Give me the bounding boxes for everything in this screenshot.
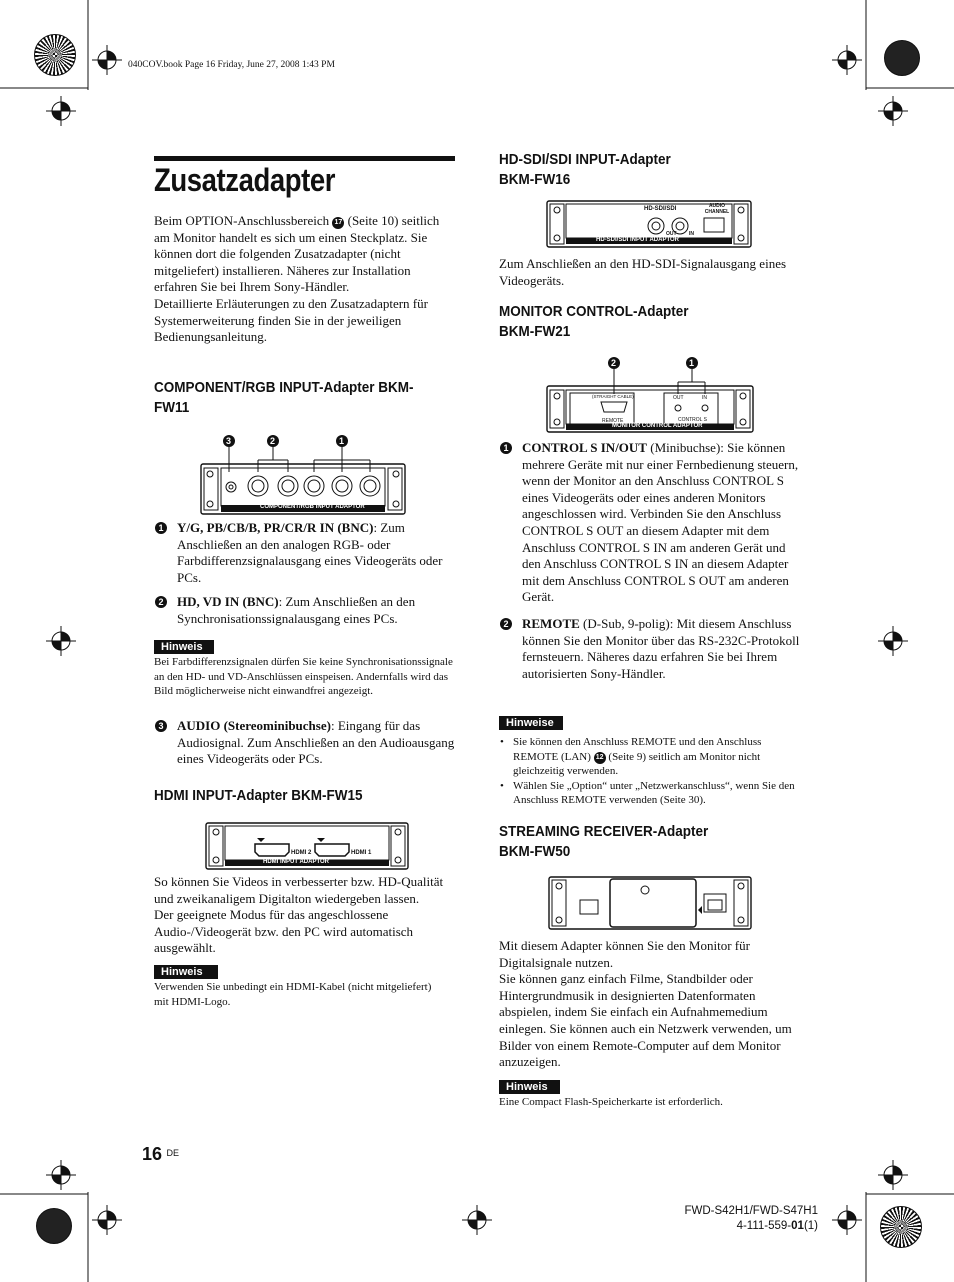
part-code <box>600 1219 818 1234</box>
streaming-text <box>499 938 799 1071</box>
heading-line: COMPONENT/RGB INPUT-Adapter BKM- <box>154 379 414 396</box>
note-badge: Hinweise <box>499 716 563 730</box>
paragraph: Mit diesem Adapter können Sie den Monitor für Digitalsignale nutzen. <box>499 938 750 970</box>
hdmi-heading: HDMI INPUT-Adapter BKM-FW15 <box>154 787 363 804</box>
list-item <box>500 779 796 808</box>
heading-line: MONITOR CONTROL-Adapter <box>499 303 689 320</box>
item-lead: AUDIO (Stereominibuchse) <box>177 718 331 733</box>
list-item <box>500 735 796 779</box>
note-text: Wählen Sie „Option“ unter „Netzwerkanschluss“, wenn Sie den Anschluss REMOTE verwenden (Seite 30). <box>513 779 795 807</box>
component-note-text: Bei Farbdifferenzsignalen dürfen Sie keine Synchronisationssignale an den HD- und VD-Anschlüssen einspeisen. Andernfalls wird das Bild möglicherweise nicht einwandfrei angezeigt. <box>154 656 453 698</box>
starburst-mark <box>36 1208 72 1244</box>
hdsdi-panel-figure <box>546 200 752 248</box>
port-in-label: IN <box>689 231 694 237</box>
badge-2-icon: 2 <box>155 596 167 608</box>
heading-line: BKM-FW16 <box>499 171 571 188</box>
hdsdi-heading <box>499 150 671 190</box>
monitor-item-2 <box>500 616 802 682</box>
page-number-value: 16 <box>142 1144 163 1164</box>
starburst-mark <box>34 34 76 76</box>
streaming-heading <box>499 822 708 862</box>
item-lead: CONTROL S IN/OUT <box>522 440 647 455</box>
code-suffix: (1) <box>803 1220 818 1232</box>
remote-cable-label: (STRAIGHT CABLE) <box>592 394 634 399</box>
model-name: FWD-S42H1/FWD-S47H1 <box>684 1205 818 1217</box>
intro-line: Detaillierte Erläuterungen zu den Zusatzadaptern für Systemerweiterung finden Sie in der jeweiligen Bedienungsanleitung. <box>154 295 428 345</box>
registration-mark <box>462 1205 492 1235</box>
note-badge: Hinweis <box>154 640 214 654</box>
svg-text:1: 1 <box>689 358 695 368</box>
badge-17-icon: 17 <box>332 217 344 229</box>
remote-label: REMOTE <box>602 418 624 424</box>
svg-text:2: 2 <box>611 358 617 368</box>
registration-mark <box>46 96 76 126</box>
note-badge: Hinweis <box>154 965 218 979</box>
component-item-3 <box>155 718 465 768</box>
item-lead: REMOTE <box>522 616 580 631</box>
registration-mark <box>92 45 122 75</box>
hdmi-note-text: Verwenden Sie unbedingt ein HDMI-Kabel (nicht mitgeliefert) mit HDMI-Logo. <box>154 981 432 1008</box>
note-badge: Hinweis <box>499 1080 560 1094</box>
starburst-mark <box>884 40 920 76</box>
svg-text:2: 2 <box>270 436 276 446</box>
port-out-label: OUT <box>666 231 677 237</box>
control-s-label: CONTROL S <box>678 417 707 423</box>
heading-line: BKM-FW50 <box>499 843 571 860</box>
monitor-heading <box>499 302 689 342</box>
item-text: : Zum Anschließen an den analogen RGB- oder Farbdifferenzsignalausgang eines Videogeräts oder PCs. <box>177 520 443 585</box>
heading-line: HD-SDI/SDI INPUT-Adapter <box>499 151 671 168</box>
component-item-2 <box>155 594 459 627</box>
page-number <box>142 1144 179 1165</box>
registration-mark <box>878 1160 908 1190</box>
monitor-item-1 <box>500 440 802 606</box>
code-prefix: 4-111-559- <box>736 1220 792 1232</box>
intro-text <box>154 213 456 346</box>
code-bold: 01 <box>791 1220 804 1232</box>
badge-2-icon: 2 <box>500 618 512 630</box>
streaming-note-label <box>499 1077 560 1095</box>
heading-line: BKM-FW21 <box>499 323 571 340</box>
item-text: (Minibuchse): Sie können mehrere Geräte mit nur einer Fernbedienung steuern, wenn der Monitor an den Anschluss CONTROL S eines Videogeräts oder eines anderen Monitors angeschlossen wird. Verbinden Sie den Anschluss CONTROL S OUT an diesem Adapter mit dem Anschluss CONTROL S IN am anderen Gerät und den Anschluss CONTROL S IN an diesem Adapter mit dem Anschluss CONTROL S OUT am anderen Gerät. <box>522 440 799 605</box>
page-title: Zusatzadapter <box>154 162 335 198</box>
port-in-label: IN <box>702 395 707 401</box>
svg-text:1: 1 <box>339 436 345 446</box>
paragraph: So können Sie Videos in verbesserter bzw. HD-Qualität und zweikanaligem Digitalton wiedergeben lassen. <box>154 874 444 906</box>
hdmi-port-1-label: HDMI 1 <box>351 850 372 856</box>
file-info: 040COV.book Page 16 Friday, June 27, 2008 1:43 PM <box>128 60 335 70</box>
hdmi-panel-figure <box>205 822 409 870</box>
note-text: (Seite 9) seitlich am Monitor nicht gleichzeitig verwenden. <box>513 750 761 778</box>
item-text: (D-Sub, 9-polig): Mit diesem Anschluss können Sie den Monitor über das RS-232C-Protokoll fernsteuern. Näheres dazu erfahren Sie bei Ihrem autorisierten Sony-Händler. <box>522 616 800 681</box>
item-text: : Eingang für das Audiosignal. Zum Anschließen an den Audioausgang eines Videogeräts oder PCs. <box>177 718 455 767</box>
registration-mark <box>878 96 908 126</box>
component-heading <box>154 378 414 418</box>
hdmi-note-label <box>154 962 218 980</box>
badge-3-icon: 3 <box>155 720 167 732</box>
registration-mark <box>46 626 76 656</box>
monitor-notes-list <box>500 735 796 808</box>
registration-mark <box>46 1160 76 1190</box>
registration-mark <box>92 1205 122 1235</box>
panel-label: MONITOR CONTROL ADAPTOR <box>612 423 703 429</box>
item-lead: HD, VD IN (BNC) <box>177 594 279 609</box>
panel-audio-label: AUDIO CHANNEL <box>704 203 730 215</box>
streaming-note-text: Eine Compact Flash-Speicherkarte ist erforderlich. <box>499 1096 723 1108</box>
hdmi-port-2-label: HDMI 2 <box>291 850 312 856</box>
title-rule <box>154 156 455 161</box>
note-text: Sie können den Anschluss REMOTE und den Anschluss REMOTE (LAN) <box>513 736 762 763</box>
component-item-1 <box>155 520 459 586</box>
hdmi-text <box>154 874 458 957</box>
heading-line: FW11 <box>154 399 190 416</box>
badge-1-icon: 1 <box>155 522 167 534</box>
heading-line: STREAMING RECEIVER-Adapter <box>499 823 709 840</box>
intro-line: (Seite 10) seitlich am Monitor handelt es sich um einen Steckplatz. Sie können dort die folgenden Zusatzadapter (nicht mitgeliefert) installieren. Näheres zur Installation erfahren Sie bei Ihrem Sony-Händler. <box>154 213 440 295</box>
badge-12-icon: 12 <box>594 752 606 764</box>
component-note-label <box>154 637 214 655</box>
paragraph: Der geeignete Modus für das angeschlossene Audio-/Videogerät bzw. den PC wird automatisch ausgewählt. <box>154 907 414 956</box>
item-lead: Y/G, PB/CB/B, PR/CR/R IN (BNC) <box>177 520 374 535</box>
item-text: : Zum Anschließen an den Synchronisationssignalausgang eines PCs. <box>177 594 416 626</box>
registration-mark <box>832 45 862 75</box>
port-out-label: OUT <box>673 395 684 401</box>
monitor-notes-label <box>499 713 563 731</box>
intro-line: Beim OPTION-Anschlussbereich <box>154 213 330 228</box>
starburst-mark <box>880 1206 922 1248</box>
registration-mark <box>832 1205 862 1235</box>
panel-label: HDMI INPUT ADAPTOR <box>263 859 329 865</box>
streaming-panel-figure <box>548 876 752 930</box>
registration-mark <box>878 626 908 656</box>
component-panel-figure <box>200 430 406 516</box>
monitor-panel-figure <box>546 354 754 434</box>
model-info <box>600 1204 818 1234</box>
paragraph: Sie können ganz einfach Filme, Standbilder oder Hintergrundmusik in designierten Datenformaten abspielen, indem Sie einfach ein Aufnahmemedium einlegen. Sie können auch ein Netzwerk verwenden, um Bilder von einem Remote-Computer auf dem Monitor anzuzeigen. <box>499 971 792 1070</box>
panel-label: COMPONENT/RGB INPUT ADAPTOR <box>260 504 365 510</box>
page-lang: DE <box>166 1148 179 1158</box>
panel-label: HD-SDI/SDI INPUT ADAPTOR <box>596 237 680 243</box>
hdsdi-text: Zum Anschließen an den HD-SDI-Signalausgang eines Videogeräts. <box>499 256 787 288</box>
badge-1-icon: 1 <box>500 442 512 454</box>
panel-top-label: HD-SDI/SDI <box>644 206 677 212</box>
svg-text:3: 3 <box>226 436 232 446</box>
